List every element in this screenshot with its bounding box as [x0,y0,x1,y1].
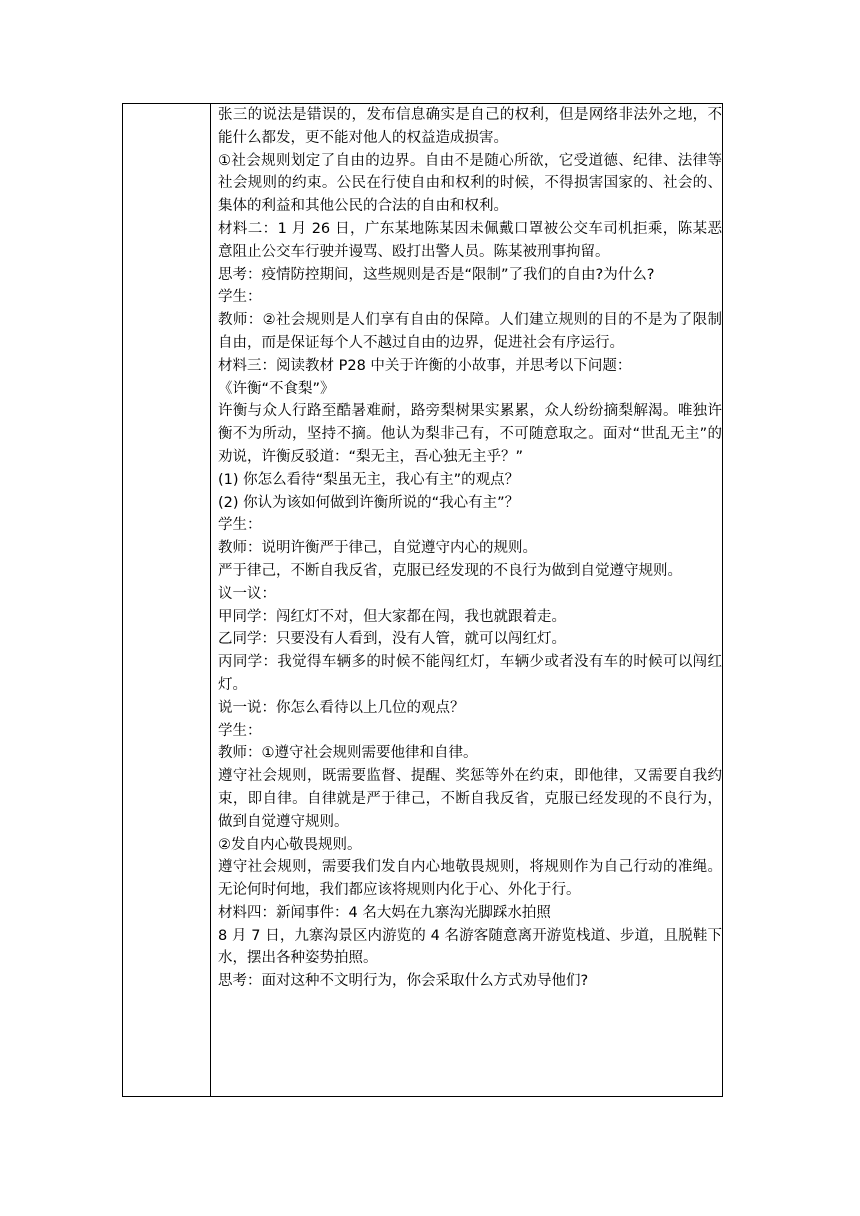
content-text [211,104,722,993]
paragraph: 甲同学：闯红灯不对，但大家都在闯，我也就跟着走。 [218,608,566,625]
paragraph: ②发自内心敬畏规则。 [218,836,362,853]
paragraph: 丙同学：我觉得车辆多的时候不能闯红灯，车辆少或者没有车的时候可以闯红灯。 [218,654,722,693]
paragraph: 思考：面对这种不文明行为，你会采取什么方式劝导他们? [218,973,589,990]
paragraph: 学生： [218,517,262,534]
story-title: 《许衡“不食梨”》 [218,380,335,397]
question-item: (1) 你怎么看待“梨虽无主，我心有主”的观点？ [218,471,520,488]
paragraph: 教师：①遵守社会规则需要他律和自律。 [218,745,478,762]
table-row [123,104,723,1097]
paragraph: 思考：疫情防控期间，这些规则是否是“限制”了我们的自由?为什么? [218,266,655,283]
paragraph: 遵守社会规则，既需要监督、提醒、奖惩等外在约束，即他律，又需要自我约束，即自律。自律就是严于律己，不断自我反省，克服已经发现的不良行为，做到自觉遵守规则。 [218,768,722,830]
paragraph: 议一议： [218,585,276,602]
paragraph: 严于律己，不断自我反省，克服已经发现的不良行为做到自觉遵守规则。 [218,562,682,579]
paragraph: 说一说：你怎么看待以上几位的观点？ [218,699,465,716]
paragraph: 学生： [218,722,262,739]
paragraph: 学生： [218,289,262,306]
lesson-table [122,103,723,1097]
left-column-cell [123,104,211,1097]
paragraph: 教师：②社会规则是人们享有自由的保障。人们建立规则的目的不是为了限制自由，而是保证每个人不越过自由的边界，促进社会有序运行。 [218,312,722,351]
paragraph: ①社会规则划定了自由的边界。自由不是随心所欲，它受道德、纪律、法律等社会规则的约束。公民在行使自由和权利的时候，不得损害国家的、社会的、集体的利益和其他公民的合法的自由和权利。 [218,152,722,215]
paragraph: 材料四：新闻事件：4 名大妈在九寨沟光脚踩水拍照 [218,904,551,921]
content-cell [211,104,723,1097]
paragraph: 乙同学：只要没有人看到，没有人管，就可以闯红灯。 [218,631,566,648]
question-item: (2) 你认为该如何做到许衡所说的“我心有主”？ [218,494,520,511]
paragraph: 许衡与众人行路至酷暑难耐，路旁梨树果实累累，众人纷纷摘梨解渴。唯独许衡不为所动，坚持不摘。他认为梨非己有，不可随意取之。面对“世乱无主”的劝说，许衡反驳道：“梨无主，吾心独无主乎？” [218,403,722,465]
paragraph: 材料三：阅读教材 P28 中关于许衡的小故事，并思考以下问题： [218,357,632,374]
paragraph: 8 月 7 日，九寨沟景区内游览的 4 名游客随意离开游览栈道、步道，且脱鞋下水，摆出各种姿势拍照。 [218,927,722,967]
paragraph: 遵守社会规则，需要我们发自内心地敬畏规则，将规则作为自己行动的准绳。无论何时何地，我们都应该将规则内化于心、外化于行。 [218,859,722,899]
paragraph: 张三的说法是错误的，发布信息确实是自己的权利，但是网络非法外之地，不能什么都发，更不能对他人的权益造成损害。 [218,107,722,146]
paragraph: 材料二：1 月 26 日，广东某地陈某因未佩戴口罩被公交车司机拒乘，陈某恶意阻止公交车行驶并谩骂、殴打出警人员。陈某被刑事拘留。 [218,220,722,260]
paragraph: 教师：说明许衡严于律己，自觉遵守内心的规则。 [218,540,537,557]
